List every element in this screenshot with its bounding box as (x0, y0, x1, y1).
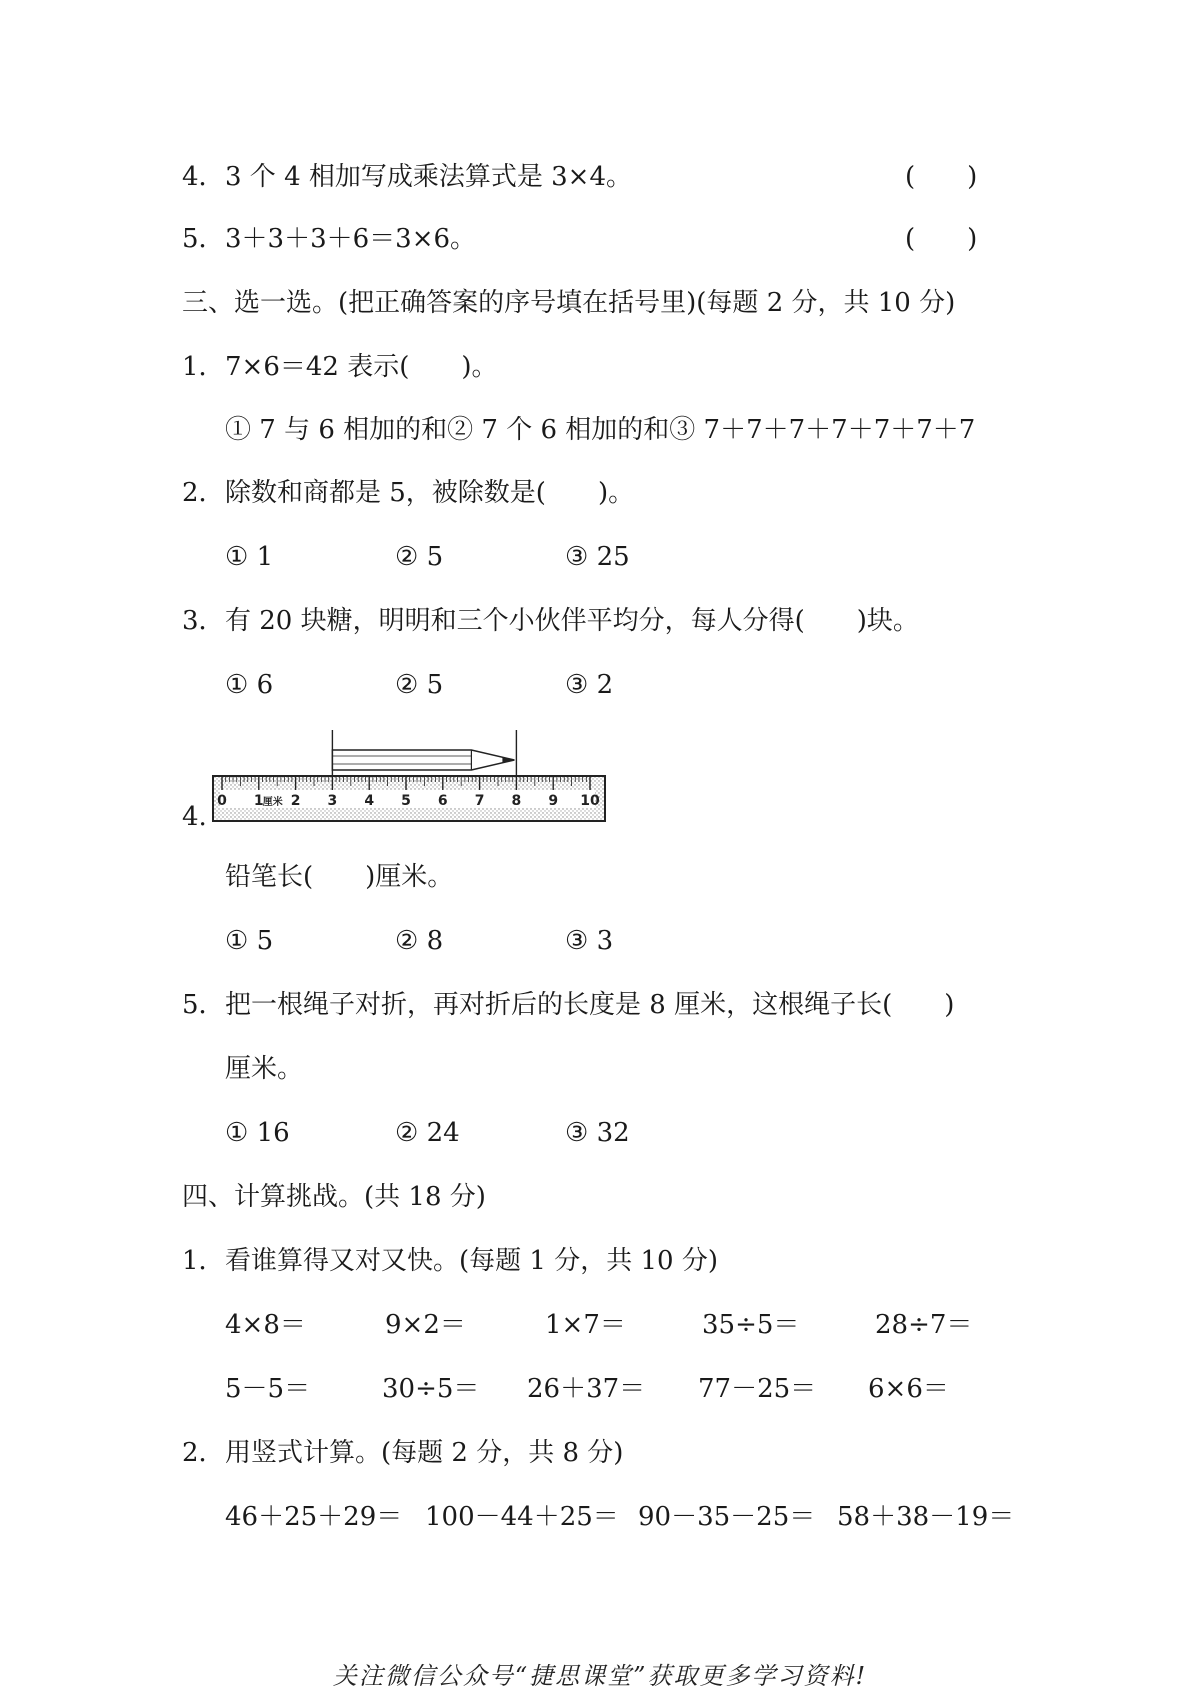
calc-item: 1×7＝ (545, 1310, 626, 1340)
calc-item: 9×2＝ (385, 1310, 466, 1340)
question-5-text-cont: 厘米。 (225, 1054, 304, 1084)
item-number: 5． (182, 224, 225, 254)
option-1: ① 1 (225, 542, 274, 572)
option-3: ③ 25 (565, 542, 630, 572)
option-2: ② 8 (395, 926, 444, 956)
question-number: 1． (182, 1246, 225, 1276)
item-text: 3＋3＋3＋6＝3×6。 (225, 224, 477, 254)
question-number: 1． (182, 352, 225, 382)
option-1: ① 6 (225, 670, 274, 700)
item-text: 3 个 4 相加写成乘法算式是 3×4。 (225, 162, 633, 192)
question-number: 3． (182, 606, 225, 636)
pencil-icon (332, 730, 516, 776)
calc-item: 46＋25＋29＝ (225, 1502, 403, 1532)
question-text: 有 20 块糖，明明和三个小伙伴平均分，每人分得( )块。 (225, 606, 919, 636)
option-2: ② 5 (395, 542, 444, 572)
question-1-options: ① 7 与 6 相加的和② 7 个 6 相加的和③ 7＋7＋7＋7＋7＋7＋7 (225, 415, 976, 445)
calc-item: 77－25＝ (698, 1374, 817, 1404)
item-number: 4． (182, 162, 225, 192)
pencil-body (332, 750, 514, 770)
calc-item: 35÷5＝ (702, 1310, 800, 1340)
ruler-unit-label: 厘米 (262, 797, 283, 808)
ruler-tick-label: 1 (253, 793, 264, 809)
section-3-title: 三、选一选。(把正确答案的序号填在括号里)(每题 2 分，共 10 分) (182, 288, 956, 318)
option-3: ③ 3 (565, 926, 614, 956)
calc-item: 58＋38－19＝ (837, 1502, 1015, 1532)
ruler-tick-label: 0 (217, 793, 227, 809)
question-number: 5． (182, 990, 225, 1020)
ruler-tick-label: 4 (364, 793, 375, 809)
ruler-tick-label: 6 (437, 793, 448, 809)
calc-item: 100－44＋25＝ (425, 1502, 619, 1532)
option-1: ① 5 (225, 926, 274, 956)
question-number: 2． (182, 478, 225, 508)
footer-note: 关注微信公众号“捷思课堂”获取更多学习资料! (332, 1662, 868, 1690)
calc-item: 90－35－25＝ (638, 1502, 816, 1532)
question-text: 用竖式计算。(每题 2 分，共 8 分) (225, 1438, 624, 1468)
calc-item: 6×6＝ (868, 1374, 949, 1404)
ruler-tick-label: 5 (401, 793, 411, 809)
question-number: 4. (182, 802, 207, 832)
ruler-figure (210, 728, 610, 832)
option-2: ② 5 (395, 670, 444, 700)
ruler-with-pencil (210, 728, 610, 828)
ruler-tick-label: 3 (327, 793, 338, 809)
question-number: 2． (182, 1438, 225, 1468)
option-1: ① 16 (225, 1118, 290, 1148)
calc-item: 30÷5＝ (382, 1374, 480, 1404)
option-3: ③ 32 (565, 1118, 630, 1148)
question-4-text: 铅笔长( )厘米。 (225, 862, 454, 892)
question-text: 把一根绳子对折，再对折后的长度是 8 厘米，这根绳子长( ) (225, 990, 955, 1020)
calc-item: 28÷7＝ (875, 1310, 973, 1340)
section-4-title: 四、计算挑战。(共 18 分) (182, 1182, 486, 1212)
ruler-tick-label: 10 (580, 793, 600, 809)
option-3: ③ 2 (565, 670, 614, 700)
answer-parentheses: ( ) (905, 162, 978, 192)
ruler-tick-label: 8 (511, 793, 522, 809)
ruler-tick-label: 2 (290, 793, 301, 809)
option-2: ② 24 (395, 1118, 460, 1148)
calc-item: 5－5＝ (225, 1374, 311, 1404)
calc-item: 26＋37＝ (527, 1374, 646, 1404)
calc-item: 4×8＝ (225, 1310, 306, 1340)
ruler-tick-label: 7 (474, 793, 485, 809)
answer-parentheses: ( ) (905, 224, 978, 254)
question-text: 7×6＝42 表示( )。 (225, 352, 498, 382)
question-text: 看谁算得又对又快。(每题 1 分，共 10 分) (225, 1246, 718, 1276)
ruler-tick-label: 9 (548, 793, 559, 809)
question-text: 除数和商都是 5，被除数是( )。 (225, 478, 635, 508)
